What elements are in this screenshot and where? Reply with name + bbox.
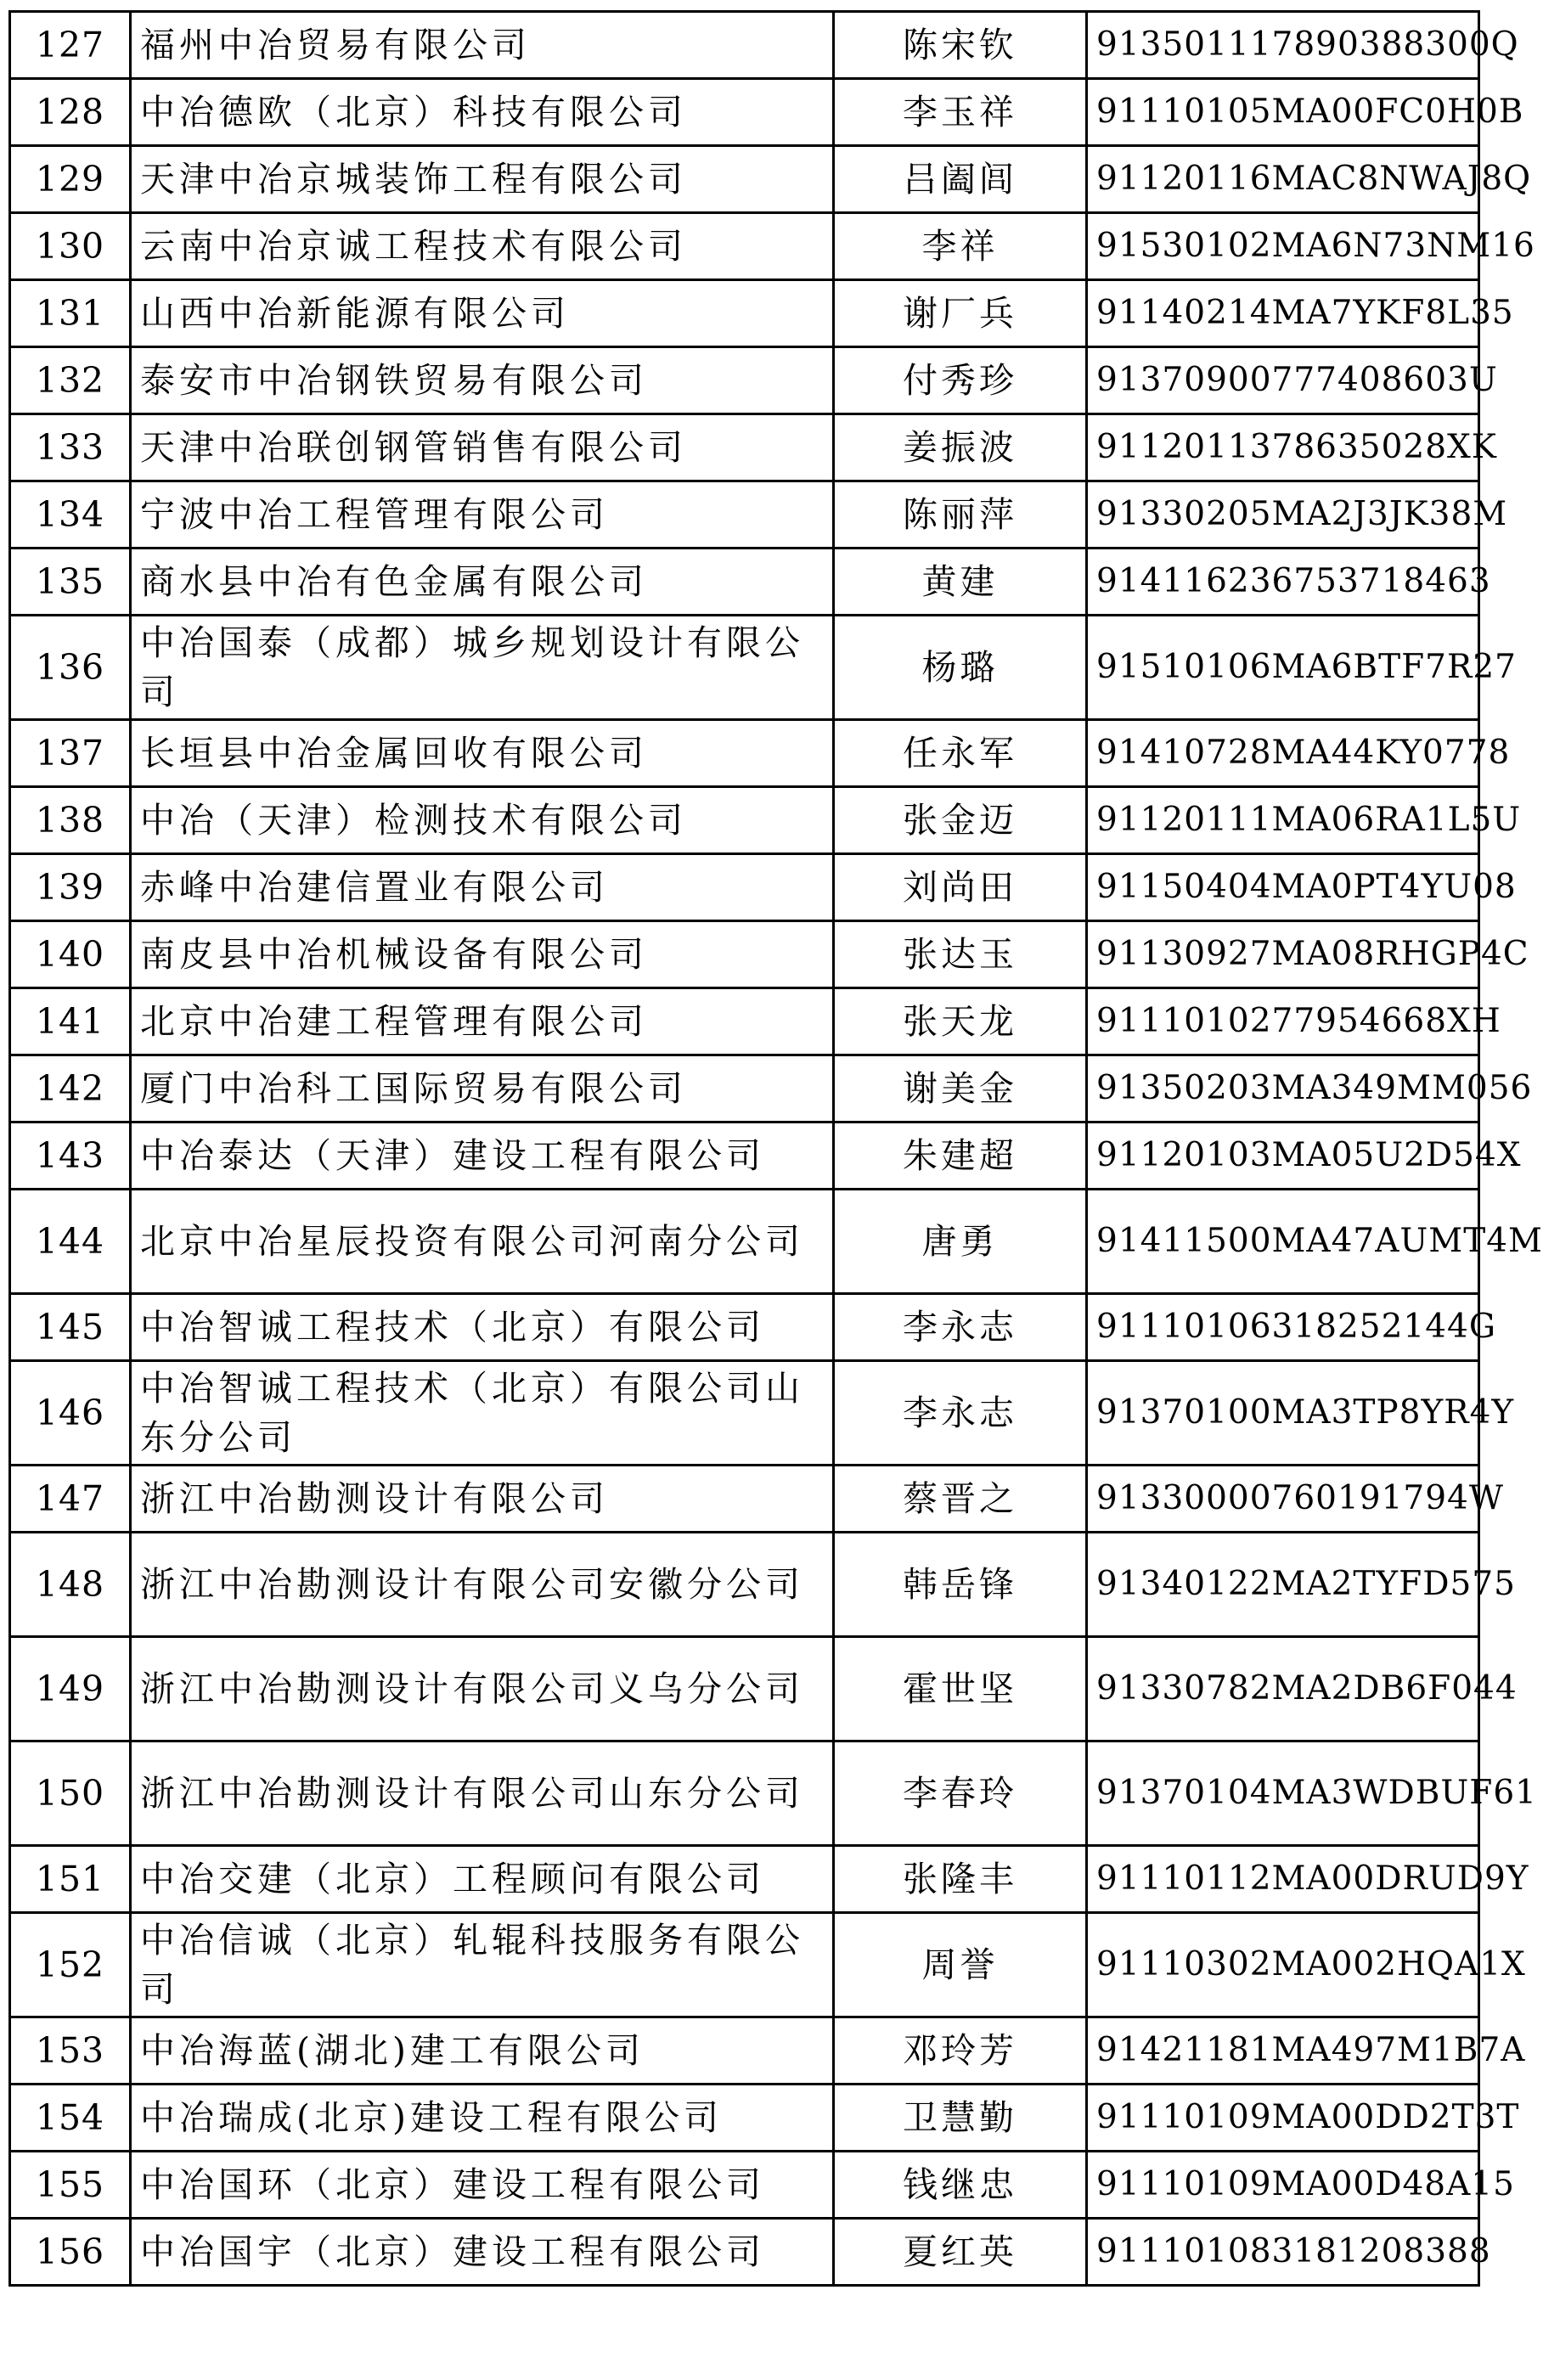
- company-name: 天津中冶联创钢管销售有限公司: [131, 414, 834, 481]
- legal-representative: 陈丽萍: [834, 481, 1087, 549]
- credit-code: 91330000760191794W: [1087, 1466, 1479, 1533]
- legal-representative: 张天龙: [834, 988, 1087, 1055]
- row-number: 147: [10, 1466, 131, 1533]
- row-number: 152: [10, 1913, 131, 2017]
- company-registry-table: [8, 10, 1543, 2287]
- row-number: 143: [10, 1122, 131, 1190]
- credit-code: 91120113786350​28XK: [1087, 414, 1479, 481]
- row-number: 151: [10, 1846, 131, 1913]
- registry-body: [10, 12, 1543, 2286]
- company-name: 山西中冶新能源有限公司: [131, 280, 834, 347]
- table-row: [10, 2085, 1479, 2152]
- legal-representative: 黄建: [834, 549, 1087, 616]
- credit-code: 91110105MA00FC0H0B: [1087, 79, 1479, 146]
- table-row: [10, 2017, 1479, 2085]
- legal-representative: 刘尚田: [834, 854, 1087, 921]
- company-name: 云南中冶京诚工程技术有限公司: [131, 213, 834, 280]
- credit-code: 913501117890388300Q: [1087, 12, 1479, 79]
- table-row: [10, 1637, 1479, 1741]
- legal-representative: 周誉: [834, 1913, 1087, 2017]
- company-name: 厦门中冶科工国际贸易有限公司: [131, 1055, 834, 1122]
- row-number: 128: [10, 79, 131, 146]
- company-name: 浙江中冶勘测设计有限公司义乌分公司: [131, 1637, 834, 1741]
- credit-code: 91110106318252144G: [1087, 1294, 1479, 1361]
- company-name: 浙江中冶勘测设计有限公司: [131, 1466, 834, 1533]
- company-name: 南皮县中冶机械设备有限公司: [131, 921, 834, 988]
- table-row: [10, 347, 1479, 414]
- company-name: 中冶智诚工程技术（北京）有限公司山东分公司: [131, 1361, 834, 1466]
- table-row: [10, 1846, 1479, 1913]
- credit-code: 91120111MA06RA1L5U: [1087, 787, 1479, 854]
- table-row: [10, 2152, 1479, 2219]
- table-row: [10, 616, 1479, 720]
- table-row: [10, 213, 1479, 280]
- row-number: 137: [10, 720, 131, 787]
- legal-representative: 李永志: [834, 1294, 1087, 1361]
- table-row: [10, 79, 1479, 146]
- table-row: [10, 1055, 1479, 1122]
- company-name: 福州中冶贸易有限公司: [131, 12, 834, 79]
- legal-representative: 陈宋钦: [834, 12, 1087, 79]
- row-number: 154: [10, 2085, 131, 2152]
- legal-representative: 谢美金: [834, 1055, 1087, 1122]
- credit-code: 91130927MA08RHGP4C: [1087, 921, 1479, 988]
- credit-code: 91530102MA6N73NM16: [1087, 213, 1479, 280]
- row-number: 134: [10, 481, 131, 549]
- legal-representative: 吕阖闾: [834, 146, 1087, 213]
- row-number: 145: [10, 1294, 131, 1361]
- company-name: 中冶瑞成(北京)建设工程有限公司: [131, 2085, 834, 2152]
- table-row: [10, 2219, 1479, 2286]
- legal-representative: 李玉祥: [834, 79, 1087, 146]
- table-row: [10, 481, 1479, 549]
- credit-code: 91370100MA3TP8YR4Y: [1087, 1361, 1479, 1466]
- table-row: [10, 988, 1479, 1055]
- table-row: [10, 720, 1479, 787]
- table-row: [10, 280, 1479, 347]
- credit-code: 91110109MA00D48A15: [1087, 2152, 1479, 2219]
- table-row: [10, 146, 1479, 213]
- legal-representative: 钱继忠: [834, 2152, 1087, 2219]
- legal-representative: 姜振波: [834, 414, 1087, 481]
- row-number: 127: [10, 12, 131, 79]
- row-number: 155: [10, 2152, 131, 2219]
- company-name: 中冶国宇（北京）建设工程有限公司: [131, 2219, 834, 2286]
- legal-representative: 张隆丰: [834, 1846, 1087, 1913]
- company-name: 中冶德欧（北京）科技有限公司: [131, 79, 834, 146]
- legal-representative: 卫慧勤: [834, 2085, 1087, 2152]
- row-number: 133: [10, 414, 131, 481]
- table-row: [10, 1294, 1479, 1361]
- legal-representative: 付秀珍: [834, 347, 1087, 414]
- company-name: 中冶国泰（成都）城乡规划设计有限公司: [131, 616, 834, 720]
- row-number: 148: [10, 1533, 131, 1637]
- legal-representative: 霍世坚: [834, 1637, 1087, 1741]
- credit-code: 91140214MA7YKF8L35: [1087, 280, 1479, 347]
- credit-code: 91110112MA00DRUD9Y: [1087, 1846, 1479, 1913]
- row-number: 150: [10, 1741, 131, 1846]
- legal-representative: 唐勇: [834, 1190, 1087, 1294]
- credit-code: 91150404MA0PT4YU08: [1087, 854, 1479, 921]
- table-row: [10, 549, 1479, 616]
- credit-code: 91330205MA2J3JK38M: [1087, 481, 1479, 549]
- legal-representative: 张达玉: [834, 921, 1087, 988]
- company-name: 宁波中冶工程管理有限公司: [131, 481, 834, 549]
- company-name: 北京中冶星辰投资有限公司河南分公司: [131, 1190, 834, 1294]
- credit-code: 91120116MAC8NWAJ8Q: [1087, 146, 1479, 213]
- legal-representative: 蔡晋之: [834, 1466, 1087, 1533]
- company-name: 中冶（天津）检测技术有限公司: [131, 787, 834, 854]
- legal-representative: 李春玲: [834, 1741, 1087, 1846]
- row-number: 153: [10, 2017, 131, 2085]
- legal-representative: 杨璐: [834, 616, 1087, 720]
- row-number: 131: [10, 280, 131, 347]
- legal-representative: 李永志: [834, 1361, 1087, 1466]
- row-number: 140: [10, 921, 131, 988]
- row-number: 129: [10, 146, 131, 213]
- company-name: 中冶泰达（天津）建设工程有限公司: [131, 1122, 834, 1190]
- credit-code: 91510106MA6BTF7R27: [1087, 616, 1479, 720]
- table-row: [10, 1913, 1479, 2017]
- company-name: 中冶海蓝(湖北)建工有限公司: [131, 2017, 834, 2085]
- credit-code: 91120103MA05U2D54X: [1087, 1122, 1479, 1190]
- table-row: [10, 1466, 1479, 1533]
- credit-code: 91330782MA2DB6F044: [1087, 1637, 1479, 1741]
- credit-code: 914116236753718463: [1087, 549, 1479, 616]
- company-name: 中冶交建（北京）工程顾问有限公司: [131, 1846, 834, 1913]
- credit-code: 91370900777408603U: [1087, 347, 1479, 414]
- row-number: 132: [10, 347, 131, 414]
- row-number: 156: [10, 2219, 131, 2286]
- company-name: 中冶智诚工程技术（北京）有限公司: [131, 1294, 834, 1361]
- legal-representative: 韩岳锋: [834, 1533, 1087, 1637]
- credit-code: 91411500MA47AUMT4M: [1087, 1190, 1479, 1294]
- legal-representative: 谢厂兵: [834, 280, 1087, 347]
- company-name: 北京中冶建工程管理有限公司: [131, 988, 834, 1055]
- table-row: [10, 921, 1479, 988]
- legal-representative: 邓玲芳: [834, 2017, 1087, 2085]
- table-row: [10, 1741, 1479, 1846]
- table-row: [10, 854, 1479, 921]
- table-row: [10, 1533, 1479, 1637]
- credit-code: 91110109MA00DD2T3T: [1087, 2085, 1479, 2152]
- company-name: 长垣县中冶金属回收有限公司: [131, 720, 834, 787]
- company-name: 浙江中冶勘测设计有限公司安徽分公司: [131, 1533, 834, 1637]
- credit-code: 91370104MA3WDBUF61: [1087, 1741, 1479, 1846]
- legal-representative: 李祥: [834, 213, 1087, 280]
- row-number: 141: [10, 988, 131, 1055]
- credit-code: 91110302MA002HQA1X: [1087, 1913, 1479, 2017]
- table-row: [10, 414, 1479, 481]
- table-row: [10, 1361, 1479, 1466]
- table-row: [10, 1122, 1479, 1190]
- credit-code: 91410728MA44KY0778: [1087, 720, 1479, 787]
- row-number: 130: [10, 213, 131, 280]
- legal-representative: 朱建超: [834, 1122, 1087, 1190]
- legal-representative: 夏红英: [834, 2219, 1087, 2286]
- row-number: 142: [10, 1055, 131, 1122]
- table-row: [10, 1190, 1479, 1294]
- row-number: 138: [10, 787, 131, 854]
- row-number: 149: [10, 1637, 131, 1741]
- credit-code: 911101027795466​8XH: [1087, 988, 1479, 1055]
- company-name: 赤峰中冶建信置业有限公司: [131, 854, 834, 921]
- table-row: [10, 787, 1479, 854]
- legal-representative: 任永军: [834, 720, 1087, 787]
- company-name: 泰安市中冶钢铁贸易有限公司: [131, 347, 834, 414]
- credit-code: 911101083181208388: [1087, 2219, 1479, 2286]
- table-row: [10, 12, 1479, 79]
- credit-code: 91421181MA497M1B7A: [1087, 2017, 1479, 2085]
- row-number: 136: [10, 616, 131, 720]
- company-name: 浙江中冶勘测设计有限公司山东分公司: [131, 1741, 834, 1846]
- row-number: 144: [10, 1190, 131, 1294]
- company-name: 天津中冶京城装饰工程有限公司: [131, 146, 834, 213]
- row-number: 135: [10, 549, 131, 616]
- credit-code: 91350203MA349MM056: [1087, 1055, 1479, 1122]
- legal-representative: 张金迈: [834, 787, 1087, 854]
- company-name: 商水县中冶有色金属有限公司: [131, 549, 834, 616]
- row-number: 146: [10, 1361, 131, 1466]
- company-name: 中冶国环（北京）建设工程有限公司: [131, 2152, 834, 2219]
- company-name: 中冶信诚（北京）轧辊科技服务有限公司: [131, 1913, 834, 2017]
- credit-code: 91340122MA2TYFD575: [1087, 1533, 1479, 1637]
- row-number: 139: [10, 854, 131, 921]
